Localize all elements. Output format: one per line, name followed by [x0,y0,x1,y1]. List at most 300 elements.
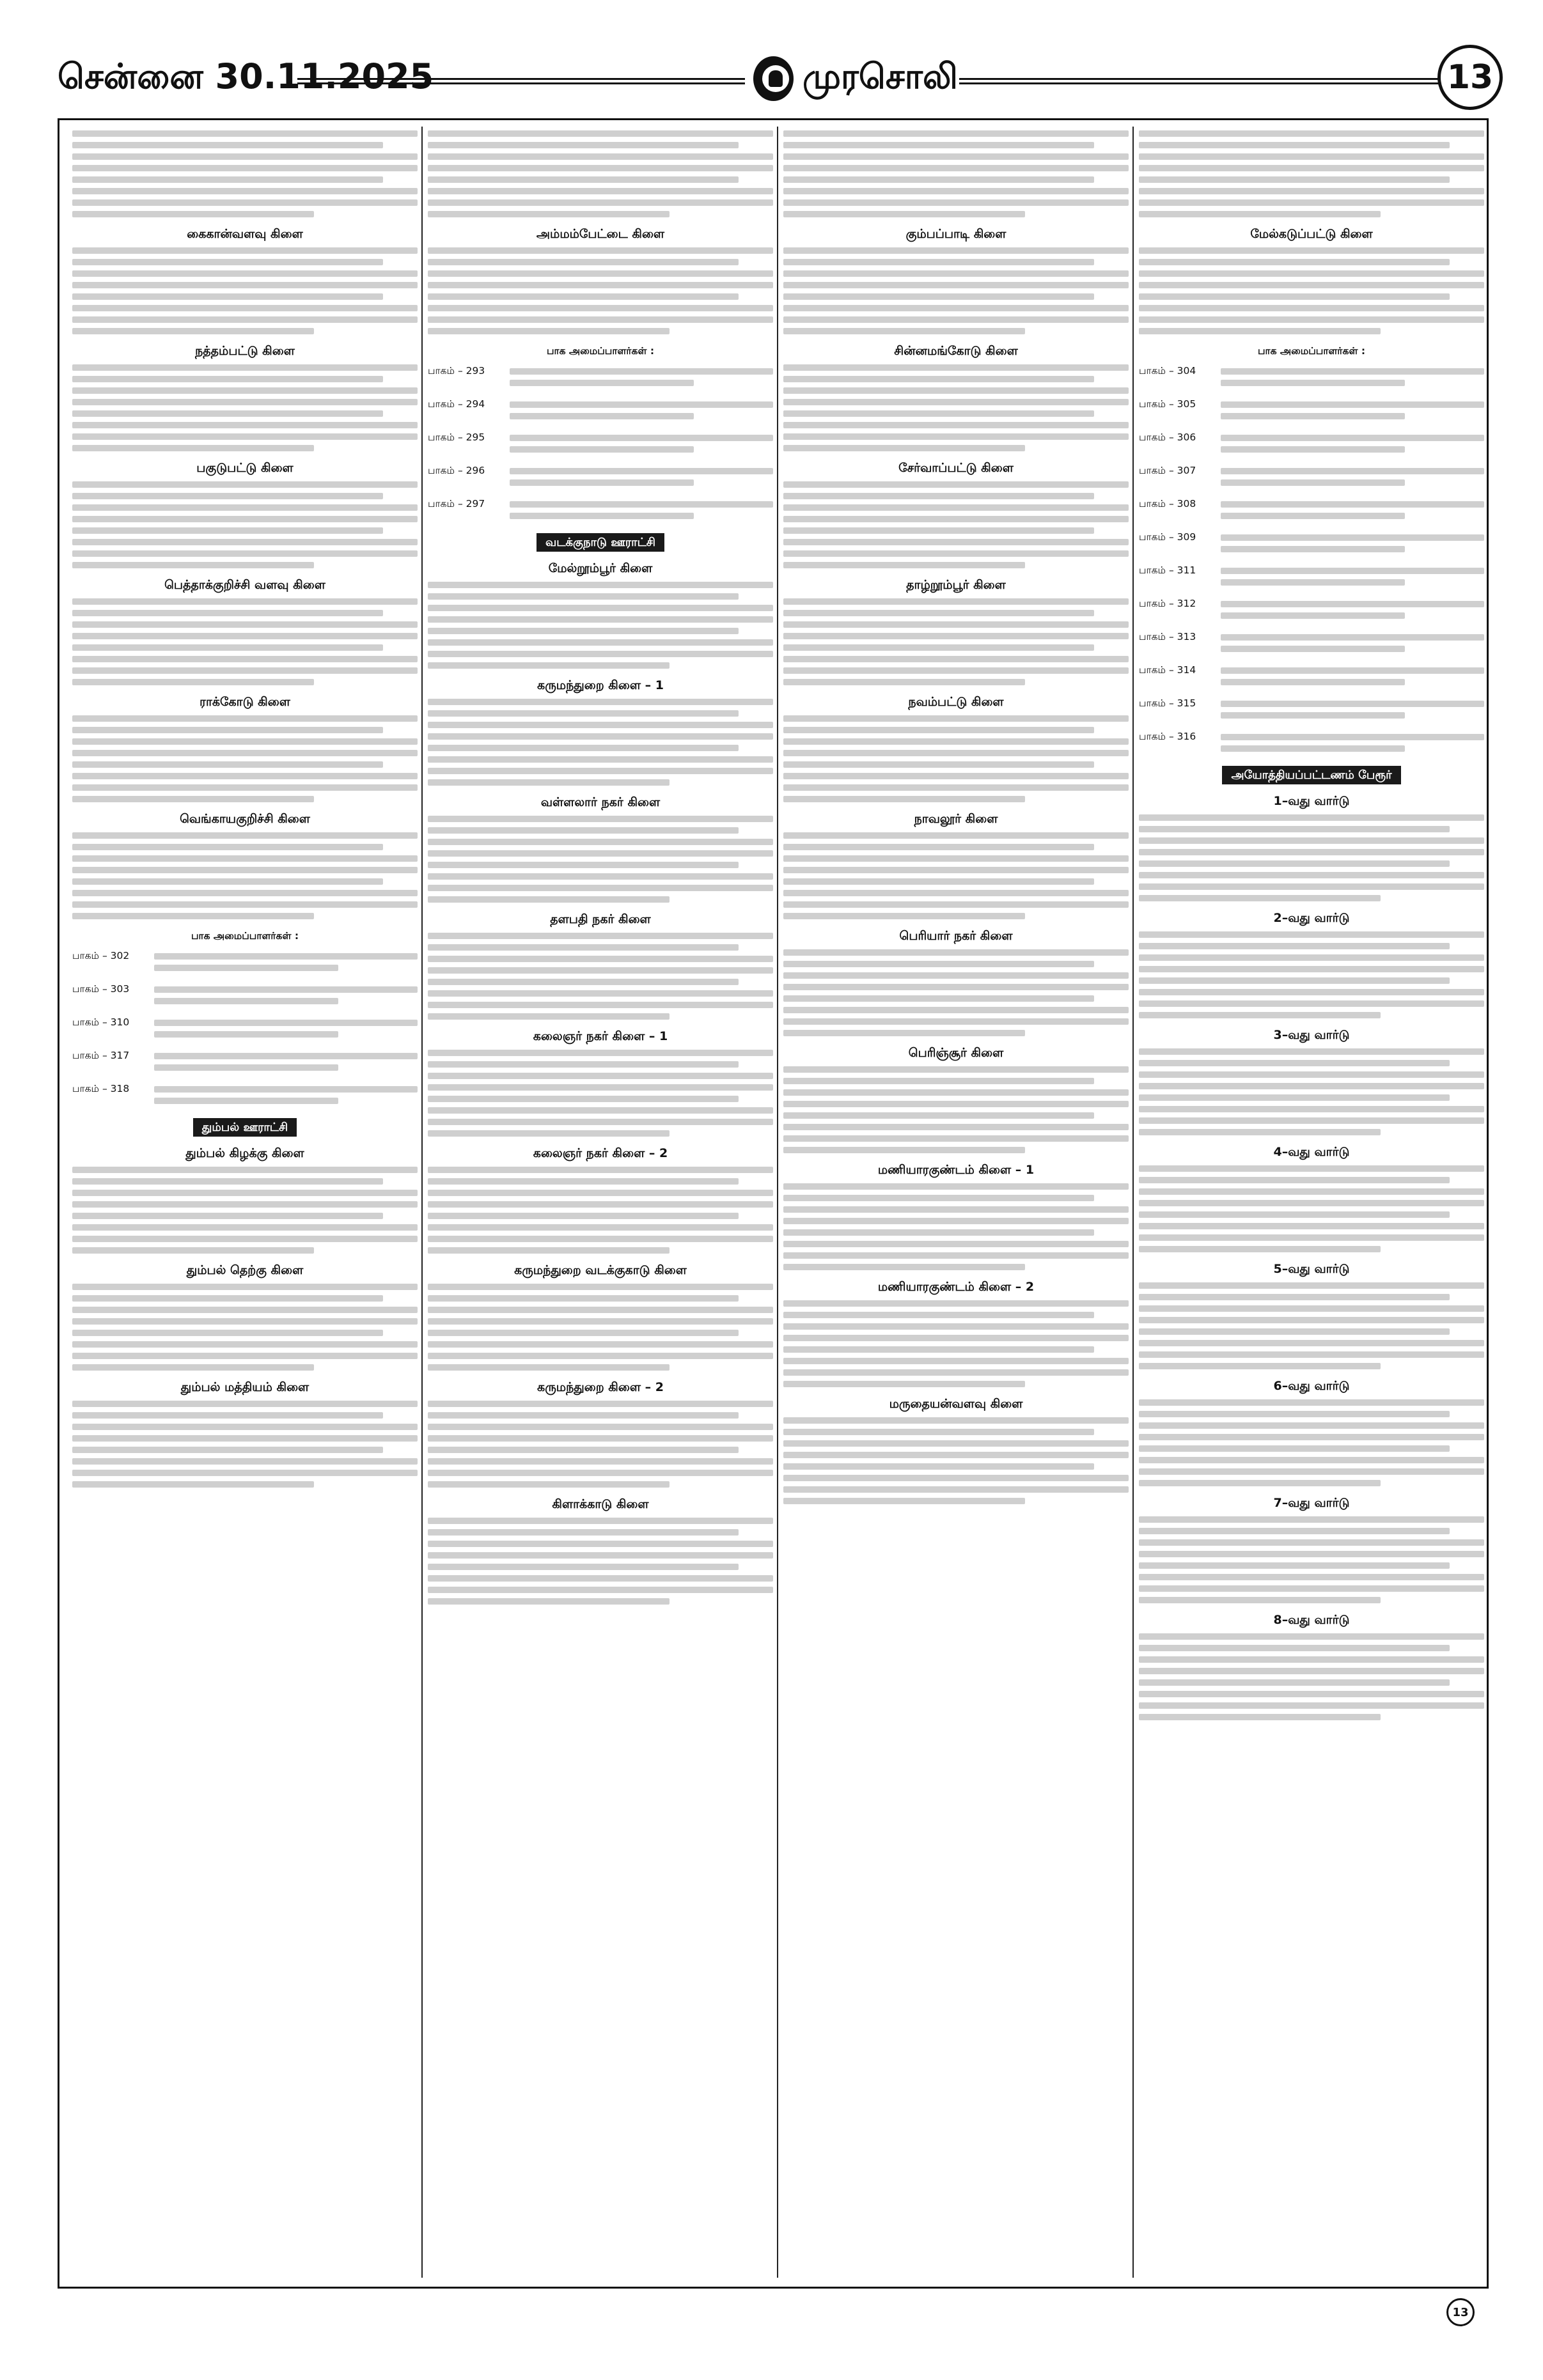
branch-heading: கலைஞர் நகர் கிளை – 2 [533,1146,668,1160]
text-line [72,539,418,545]
roster-part-number: பாகம் – 295 [428,432,485,443]
branch-heading: பகுடுபட்டு கிளை [196,461,294,475]
text-line [1139,328,1381,334]
text-line [783,293,1094,300]
column-divider [1132,127,1134,2278]
text-line [154,965,338,971]
text-line [428,756,773,763]
text-line [783,750,1129,756]
text-line [783,1206,1129,1213]
text-line [428,142,739,148]
text-line [783,1241,1129,1247]
text-line [154,953,418,960]
text-line [72,1284,418,1290]
text-line [1139,211,1381,217]
masthead-rule-right [959,78,1484,84]
roster-entry-text [1221,496,1484,524]
text-line [1139,1328,1450,1335]
text-line [1221,401,1484,408]
text-line [1139,1305,1484,1312]
branch-heading: பெரிஞ்சூர் கிளை [908,1046,1004,1060]
text-line [72,1178,383,1185]
branch-heading: நத்தம்பட்டு கிளை [195,344,295,358]
text-line [1139,1633,1484,1640]
text-line [1139,989,1484,995]
text-line [428,1201,773,1208]
roster-entry-text [1221,529,1484,557]
text-line [72,715,418,722]
member-list-paragraph [783,832,1129,919]
text-line [1139,1434,1484,1440]
text-line [783,1486,1129,1493]
text-line [1139,1562,1450,1569]
branch-heading: 5–வது வார்டு [1273,1262,1350,1276]
branch-heading: 2–வது வார்டு [1273,911,1350,925]
member-list-paragraph [1139,814,1484,901]
roster-entry-text [154,1081,418,1109]
text-line [428,1130,670,1137]
roster-entry-text [510,363,773,391]
member-list-paragraph [72,1167,418,1254]
column-3 [783,125,1129,2280]
text-line [783,199,1129,206]
text-line [783,328,1025,334]
text-line [428,293,739,300]
text-line [783,1369,1129,1376]
text-line [1221,446,1405,453]
branch-heading: கருமந்துறை வடக்குகாடு கிளை [514,1263,687,1277]
roster-row [428,430,773,458]
text-line [72,316,418,323]
roster-row [72,948,418,976]
text-line [72,328,314,334]
member-list-paragraph [72,364,418,451]
text-line [428,270,773,277]
text-line [783,679,1025,685]
text-line [510,368,773,375]
text-line [510,446,694,453]
text-line [72,562,314,568]
text-line [783,562,1025,568]
text-line [1139,1399,1484,1406]
text-line [428,1564,739,1570]
text-line [72,1412,383,1419]
text-line [510,501,773,508]
text-line [783,901,1129,908]
text-line [72,644,383,651]
text-line [428,1167,773,1173]
text-line [783,153,1129,160]
text-line [1139,1691,1484,1697]
branch-heading: பெரியார் நகர் கிளை [899,929,1013,943]
text-line [72,422,418,428]
text-line [72,165,418,171]
text-line [72,832,418,839]
text-line [1221,579,1405,586]
text-line [1139,1106,1484,1112]
text-line [783,610,1094,616]
text-line [1139,1117,1484,1124]
branch-heading: தும்பல் மத்தியம் கிளை [180,1380,309,1394]
roster-row [1139,662,1484,690]
roster-part-number: பாகம் – 317 [72,1050,130,1061]
text-line [783,130,1129,137]
text-line [783,773,1129,779]
text-line [428,1481,670,1488]
text-line [783,844,1094,850]
text-line [428,1447,739,1453]
branch-heading: கும்பப்பாடி கிளை [905,227,1006,241]
text-line [72,387,418,394]
text-line [783,1252,1129,1259]
text-line [783,142,1094,148]
text-line [1139,1702,1484,1709]
text-line [72,761,383,768]
member-list-paragraph [72,481,418,568]
text-line [783,1195,1094,1201]
text-line [72,1224,418,1231]
text-line [783,1135,1129,1142]
text-line [783,410,1094,417]
roster-row [1139,629,1484,657]
roster-part-number: பாகம் – 305 [1139,398,1196,410]
roster-row [428,496,773,524]
text-line [428,1213,739,1219]
text-line [428,1084,773,1091]
branch-heading: கிளாக்காடு கிளை [552,1497,649,1511]
text-line [428,651,773,657]
text-line [72,1481,314,1488]
text-line [428,628,739,634]
branch-heading: 3–வது வார்டு [1273,1028,1350,1042]
text-line [1139,1551,1484,1557]
roster-entry-text [1221,463,1484,491]
roster-part-number: பாகம் – 314 [1139,664,1196,676]
text-line [783,1346,1094,1353]
text-line [1139,1012,1381,1018]
text-line [428,1284,773,1290]
text-line [1139,1679,1450,1686]
member-list-paragraph [783,1300,1129,1387]
text-line [510,468,773,474]
masthead-rule-left [297,78,745,84]
text-line [783,667,1129,674]
text-line [428,779,670,786]
text-line [154,1098,338,1104]
text-line [72,247,418,254]
roster-entry-text [510,496,773,524]
text-line [428,1002,773,1008]
text-line [72,130,418,137]
text-line [1221,368,1484,375]
edition-date: சென்னை 30.11.2025 [58,56,434,97]
text-line [783,598,1129,605]
member-list-paragraph [72,598,418,685]
text-line [783,878,1094,885]
text-line [1139,1200,1484,1206]
text-line [72,376,383,382]
text-line [72,913,314,919]
text-line [72,1295,383,1302]
roster-heading: பாக அமைப்பாளர்கள் : [191,930,299,942]
text-line [783,715,1129,722]
text-line [72,153,418,160]
content-frame [58,118,1489,2289]
text-line [783,1030,1025,1036]
text-line [783,188,1129,194]
text-line [428,956,773,962]
roster-part-number: பாகம் – 303 [72,983,130,995]
footer-page-number: 13 [1446,2298,1475,2326]
text-line [1139,130,1484,137]
text-line [1139,1585,1484,1592]
text-line [72,433,418,440]
text-line [1139,1539,1484,1546]
text-line [72,621,418,628]
roster-row [1139,430,1484,458]
branch-heading: கைகான்வளவு கிளை [187,227,303,241]
branch-heading: சேர்வாப்பட்டு கிளை [898,461,1014,475]
text-line [72,527,383,534]
text-line [783,1264,1025,1270]
text-line [1139,826,1450,832]
text-line [783,1463,1094,1470]
text-line [428,199,773,206]
text-line [1139,1282,1484,1289]
roster-entry-text [1221,363,1484,391]
text-line [72,679,314,685]
text-line [428,1435,773,1442]
text-line [783,527,1094,534]
branch-heading: தாழ்றூம்பூர் கிளை [906,578,1006,592]
text-line [1139,895,1381,901]
text-line [783,282,1129,288]
text-line [783,504,1129,511]
text-line [72,445,314,451]
text-line [72,1435,418,1442]
member-list-paragraph [1139,1633,1484,1720]
text-line [72,282,418,288]
text-line [1139,1223,1484,1229]
text-line [510,413,694,419]
text-line [428,1190,773,1196]
text-line [783,1429,1094,1435]
text-line [72,867,418,873]
text-line [783,644,1094,651]
text-line [428,896,670,903]
member-list-paragraph [1139,247,1484,334]
text-line [783,270,1129,277]
roster-part-number: பாகம் – 312 [1139,598,1196,609]
text-line [72,504,418,511]
roster-row [1139,563,1484,591]
text-line [783,1300,1129,1307]
member-list-paragraph [783,130,1129,217]
text-line [428,593,739,600]
text-line [783,855,1129,862]
text-line [1139,1129,1381,1135]
text-line [1139,1340,1484,1346]
text-line [1139,1528,1450,1534]
text-line [428,582,773,588]
text-line [428,967,773,974]
text-line [1139,1363,1381,1369]
text-line [783,984,1129,990]
text-line [428,990,773,997]
roster-entry-text [510,463,773,491]
text-line [783,1066,1129,1073]
text-line [1221,612,1405,619]
text-line [783,832,1129,839]
text-line [783,387,1129,394]
text-line [783,1218,1129,1224]
text-line [783,961,1094,967]
text-line [428,933,773,939]
text-line [72,270,418,277]
text-line [428,733,773,740]
text-line [1221,679,1405,685]
text-line [72,901,418,908]
text-line [1221,734,1484,740]
text-line [428,1330,739,1336]
text-line [72,142,383,148]
text-line [1139,1597,1381,1603]
roster-row [72,1048,418,1076]
text-line [428,1295,739,1302]
text-line [1139,849,1484,855]
text-line [72,796,314,802]
text-line [154,986,418,993]
member-list-paragraph [783,247,1129,334]
text-line [428,1518,773,1524]
text-line [428,885,773,891]
roster-entry-text [1221,729,1484,757]
text-line [72,305,418,311]
text-line [783,796,1025,802]
roster-entry-text [1221,629,1484,657]
member-list-paragraph [428,247,773,334]
text-line [72,199,418,206]
text-line [1221,413,1405,419]
text-line [783,867,1129,873]
panchayat-banner: அயோத்தியப்பட்டணம் பேரூர் [1222,766,1400,784]
text-line [783,1089,1129,1096]
text-line [72,1330,383,1336]
text-line [428,1224,773,1231]
text-line [783,1078,1094,1084]
member-list-paragraph [783,364,1129,451]
text-line [72,1307,418,1313]
text-line [428,1575,773,1582]
text-line [1221,513,1405,519]
text-line [154,1053,418,1059]
branch-heading: அம்மம்பேட்டை கிளை [536,227,665,241]
text-line [154,998,338,1004]
text-line [783,913,1025,919]
text-line [783,433,1129,440]
text-line [783,259,1094,265]
roster-heading: பாக அமைப்பாளர்கள் : [1257,345,1366,357]
member-list-paragraph [428,582,773,669]
text-line [783,376,1094,382]
branch-heading: ராக்கோடு கிளை [200,695,290,709]
text-line [1139,814,1484,821]
text-line [783,949,1129,956]
text-line [428,816,773,822]
text-line [783,1101,1129,1107]
column-4 [1139,125,1484,2280]
roster-row [72,1015,418,1043]
member-list-paragraph [783,1066,1129,1153]
roster-entry-text [154,948,418,976]
text-line [1139,293,1450,300]
text-line [428,839,773,845]
text-line [428,1307,773,1313]
text-line [1221,468,1484,474]
text-line [1221,646,1405,652]
roster-row [1139,529,1484,557]
text-line [783,1229,1094,1236]
text-line [428,305,773,311]
text-line [428,768,773,774]
text-line [1139,1480,1381,1486]
text-line [428,662,670,669]
roster-entry-text [1221,396,1484,424]
roster-part-number: பாகம் – 310 [72,1016,130,1028]
member-list-paragraph [428,1050,773,1137]
text-line [1139,142,1450,148]
roster-row [1139,363,1484,391]
text-line [783,1018,1129,1025]
text-line [783,761,1094,768]
member-list-paragraph [428,1401,773,1488]
text-line [428,710,739,717]
member-list-paragraph [428,933,773,1020]
branch-heading: கருமந்துறை கிளை – 2 [537,1380,664,1394]
column-1 [72,125,418,2280]
text-line [428,1401,773,1407]
member-list-paragraph [72,1284,418,1371]
text-line [428,1353,773,1359]
text-line [72,1190,418,1196]
text-line [428,1236,773,1242]
roster-entry-text [1221,563,1484,591]
text-line [72,293,383,300]
text-line [428,1458,773,1465]
text-line [783,727,1094,733]
member-list-paragraph [428,1167,773,1254]
text-line [1139,1656,1484,1663]
text-line [428,153,773,160]
text-line [1139,931,1484,938]
text-line [1139,1317,1484,1323]
text-line [783,550,1129,557]
branch-heading: 8–வது வார்டு [1273,1613,1350,1627]
member-list-paragraph [428,130,773,217]
text-line [72,1318,418,1325]
text-line [1139,1211,1450,1218]
branch-heading: மேல்றூம்பூர் கிளை [548,561,653,575]
text-line [72,890,418,896]
branch-heading: மேல்கடுப்பட்டு கிளை [1250,227,1373,241]
text-line [783,211,1025,217]
text-line [1221,701,1484,707]
text-line [428,979,739,985]
text-line [783,1312,1094,1318]
roster-entry-text [154,1048,418,1076]
text-line [72,633,418,639]
roster-part-number: பாகம் – 307 [1139,465,1196,476]
